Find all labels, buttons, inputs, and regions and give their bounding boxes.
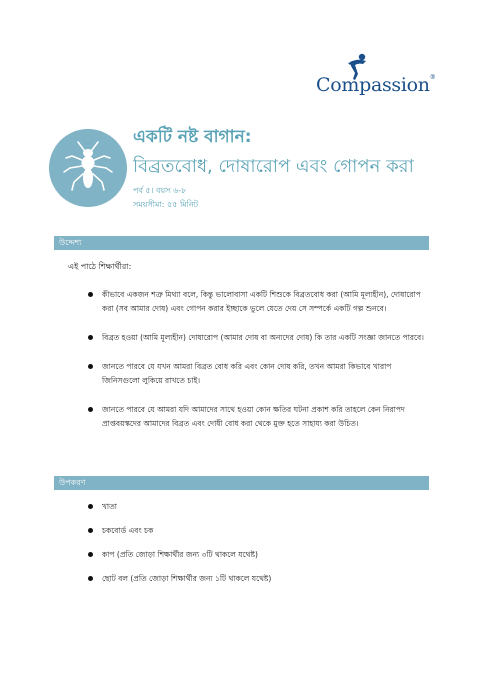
bullet-icon xyxy=(88,528,93,533)
page-subtitle: বিব্রতবোধ, দোষারোপ এবং গোপন করা xyxy=(133,156,414,177)
lesson-duration-info: সময়সীমা: ৫৫ মিনিট xyxy=(133,200,199,209)
objectives-intro: এই পাঠে শিক্ষার্থীরা: xyxy=(68,262,132,271)
list-item: জানতে পারবে যে যখন আমরা বিব্রত বোধ করি এবং কোন দোষ করি, তখন আমরা কিভাবে খারাপ জিনিসগুলো লুকিয়ে রাখতে চাই। xyxy=(88,360,428,388)
list-item: বিব্রত হওয়া (আমি মূল্যহীন) দোষারোপ (আমার দোষ বা অন্যদের দোষ) কি তার একটি সংজ্ঞা জানতে পারবে। xyxy=(88,331,428,345)
materials-list xyxy=(88,500,408,596)
section-header-materials: উপকরণ xyxy=(54,476,429,490)
bullet-icon xyxy=(88,364,93,369)
bullet-icon xyxy=(88,335,93,340)
list-item: কাপ (প্রতি জোড়া শিক্ষার্থীর জন্য ৩টি থাকলে যথেষ্ট) xyxy=(88,548,408,562)
bullet-icon xyxy=(88,292,93,297)
list-item: চকবোর্ড এবং চক xyxy=(88,524,408,538)
list-item: জানতে পারবে যে আমরা যদি আমাদের সাথে হওয়া কোন ক্ষতির ঘটনা প্রকাশ করি তাহলে কেন নিরাপদ প্রাপ্তবয়স্কদের আমাদের বিব্রত এবং দোষী বোধ করা থেকে মুক্ত হতে সাহায্য করা উচিত। xyxy=(88,403,428,431)
page-title: একটি নষ্ট বাগান: xyxy=(133,127,252,147)
objectives-list xyxy=(88,288,428,446)
section-header-objectives: উদ্দেশ্য xyxy=(54,236,429,250)
list-item: খাতা xyxy=(88,500,408,514)
insect-icon xyxy=(48,128,128,208)
list-item: কীভাবে একজন শত্রু মিথ্যা বলে, কিন্তু ভালোবাসা একটি শিশুকে বিব্রতবোধ করা (আমি মূল্যহীন), দোষারোপ করা (সব আমার দোষ) এবং গোপন করার ইচ্ছাকে ভুলে যেতে দেয় সে সম্পর্কে একটি গল্প শুনবে। xyxy=(88,288,428,316)
list-item: ছোট বল (প্রতি জোড়া শিক্ষার্থীর জন্য ১টি থাকলে যথেষ্ট) xyxy=(88,572,408,586)
bullet-icon xyxy=(88,576,93,581)
logo-wordmark: Compassion® xyxy=(316,74,436,96)
bullet-icon xyxy=(88,407,93,412)
bullet-icon xyxy=(88,552,93,557)
bullet-icon xyxy=(88,504,93,509)
lesson-age-info: পর্ব ৫। বয়স ৬-৮ xyxy=(133,186,187,195)
compassion-logo xyxy=(316,52,436,102)
